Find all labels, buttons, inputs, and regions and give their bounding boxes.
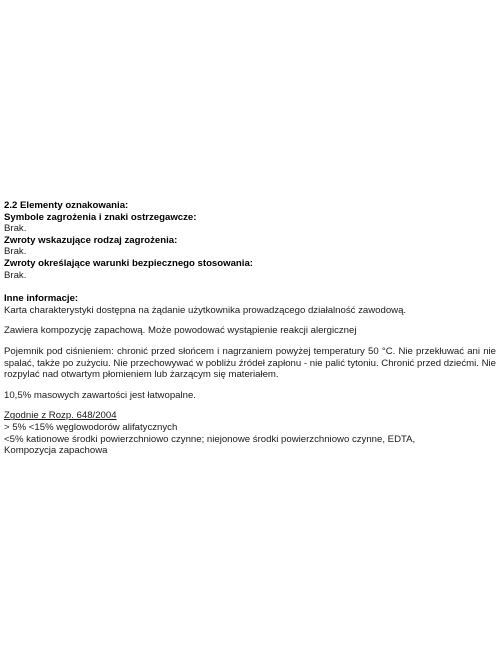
precautionary-label: Zwroty określające warunki bezpiecznego stosowania: (4, 257, 253, 269)
hazard-symbols-label: Symbole zagrożenia i znaki ostrzegawcze: (4, 211, 197, 223)
regulation-title: Zgodnie z Rozp. 648/2004 (4, 410, 117, 422)
fragrance-note: Zawiera kompozycję zapachową. Może powodować wystąpienie reakcji alergicznej (4, 325, 357, 337)
precautionary-value: Brak. (4, 269, 27, 281)
hazard-statements-value: Brak. (4, 246, 27, 258)
flammable-note: 10,5% masowych zawartości jest łatwopalne. (4, 389, 196, 401)
hazard-statements-label: Zwroty wskazujące rodzaj zagrożenia: (4, 234, 178, 246)
regulation-line-1: > 5% <15% węglowodorów alifatycznych (4, 421, 178, 433)
pressure-note: Pojemnik pod ciśnieniem: chronić przed słońcem i nagrzaniem powyżej temperatury 50 °C. Nie przekłuwać ani nie spalać, także po zużyciu. Nie przechowywać w pobliżu źródeł zapłonu - nie palić tytoniu. Chronić przed dziećmi. Nie rozpylać nad otwartym płomieniem lub żarzącym się materiałem. (4, 345, 496, 381)
other-info-heading: Inne informacje: (4, 293, 79, 305)
section-heading: 2.2 Elementy oznakowania: (4, 200, 129, 211)
document-page (4, 200, 496, 457)
hazard-symbols-value: Brak. (4, 223, 27, 235)
regulation-line-2: <5% kationowe środki powierzchniowo czynne; niejonowe środki powierzchniowo czynne, EDTA, (4, 433, 416, 445)
sds-note: Karta charakterystyki dostępna na żądanie użytkownika prowadzącego działalność zawodową. (4, 304, 407, 316)
regulation-line-3: Kompozycja zapachowa (4, 445, 108, 457)
